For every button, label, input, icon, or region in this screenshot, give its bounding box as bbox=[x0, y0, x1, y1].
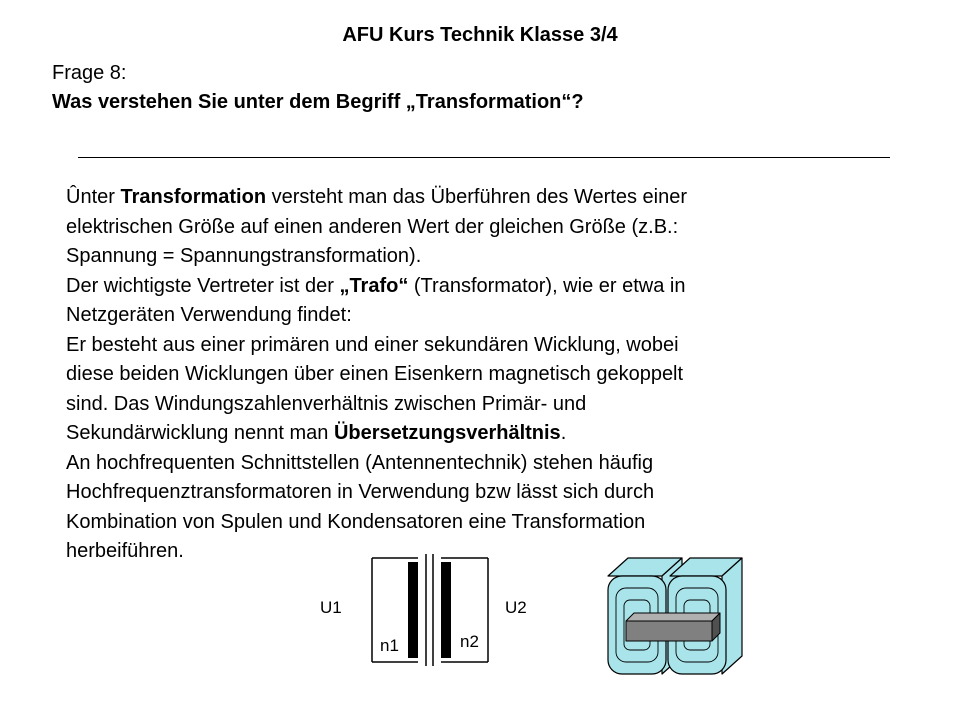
answer-line: sind. Das Windungszahlenverhältnis zwischen Primär- und bbox=[66, 392, 587, 415]
divider-line bbox=[78, 157, 890, 158]
label-n2: n2 bbox=[460, 632, 479, 651]
secondary-coil bbox=[441, 562, 451, 658]
transformer-symbol-icon bbox=[300, 550, 550, 670]
answer-text-segment: (Transformator), wie er etwa in bbox=[408, 274, 686, 297]
answer-text-segment: Der wichtigste Vertreter ist der bbox=[66, 274, 340, 297]
answer-line: herbeiführen. bbox=[66, 540, 184, 562]
answer-text-segment: Ûnter bbox=[66, 186, 121, 208]
label-u2: U2 bbox=[505, 598, 527, 617]
answer-line bbox=[66, 419, 826, 449]
answer-emphasis: „Trafo“ bbox=[339, 274, 409, 297]
answer-line: Netzgeräten Verwendung findet: bbox=[66, 304, 352, 326]
answer-line: Er besteht aus einer primären und einer sekundären Wicklung, wobei bbox=[66, 333, 679, 356]
label-u1: U1 bbox=[320, 598, 342, 617]
answer-emphasis: Übersetzungsverhältnis bbox=[333, 422, 561, 444]
answer-line: Hochfrequenztransformatoren in Verwendung bzw lässt sich durch bbox=[66, 481, 655, 503]
label-n1: n1 bbox=[380, 636, 399, 655]
core-bar bbox=[626, 613, 720, 641]
answer-text-segment: versteht man das Überführen des Wertes einer bbox=[266, 186, 687, 208]
core-bar-front bbox=[626, 621, 712, 641]
answer-line bbox=[66, 272, 826, 302]
answer-line: elektrischen Größe auf einen anderen Wert der gleichen Größe (z.B.: bbox=[66, 215, 679, 238]
answer-line: Kombination von Spulen und Kondensatoren eine Transformation bbox=[66, 510, 646, 533]
answer-line: diese beiden Wicklungen über einen Eisenkern magnetisch gekoppelt bbox=[66, 363, 684, 385]
answer-text bbox=[66, 183, 826, 567]
question-number: Frage 8: bbox=[52, 62, 127, 84]
question-text: Was verstehen Sie unter dem Begriff „Transformation“? bbox=[52, 91, 584, 113]
transformer-core-icon bbox=[600, 548, 750, 678]
slide-title: AFU Kurs Technik Klasse 3/4 bbox=[342, 24, 618, 46]
answer-line: An hochfrequenten Schnittstellen (Antennentechnik) stehen häufig bbox=[66, 451, 654, 474]
answer-emphasis: Transformation bbox=[120, 186, 267, 208]
answer-line: Spannung = Spannungstransformation). bbox=[66, 245, 422, 267]
core-bar-top bbox=[626, 613, 720, 621]
answer-text-segment: . bbox=[560, 422, 567, 444]
primary-coil bbox=[408, 562, 418, 658]
answer-text-segment: Sekundärwicklung nennt man bbox=[66, 422, 334, 444]
answer-line bbox=[66, 183, 826, 213]
